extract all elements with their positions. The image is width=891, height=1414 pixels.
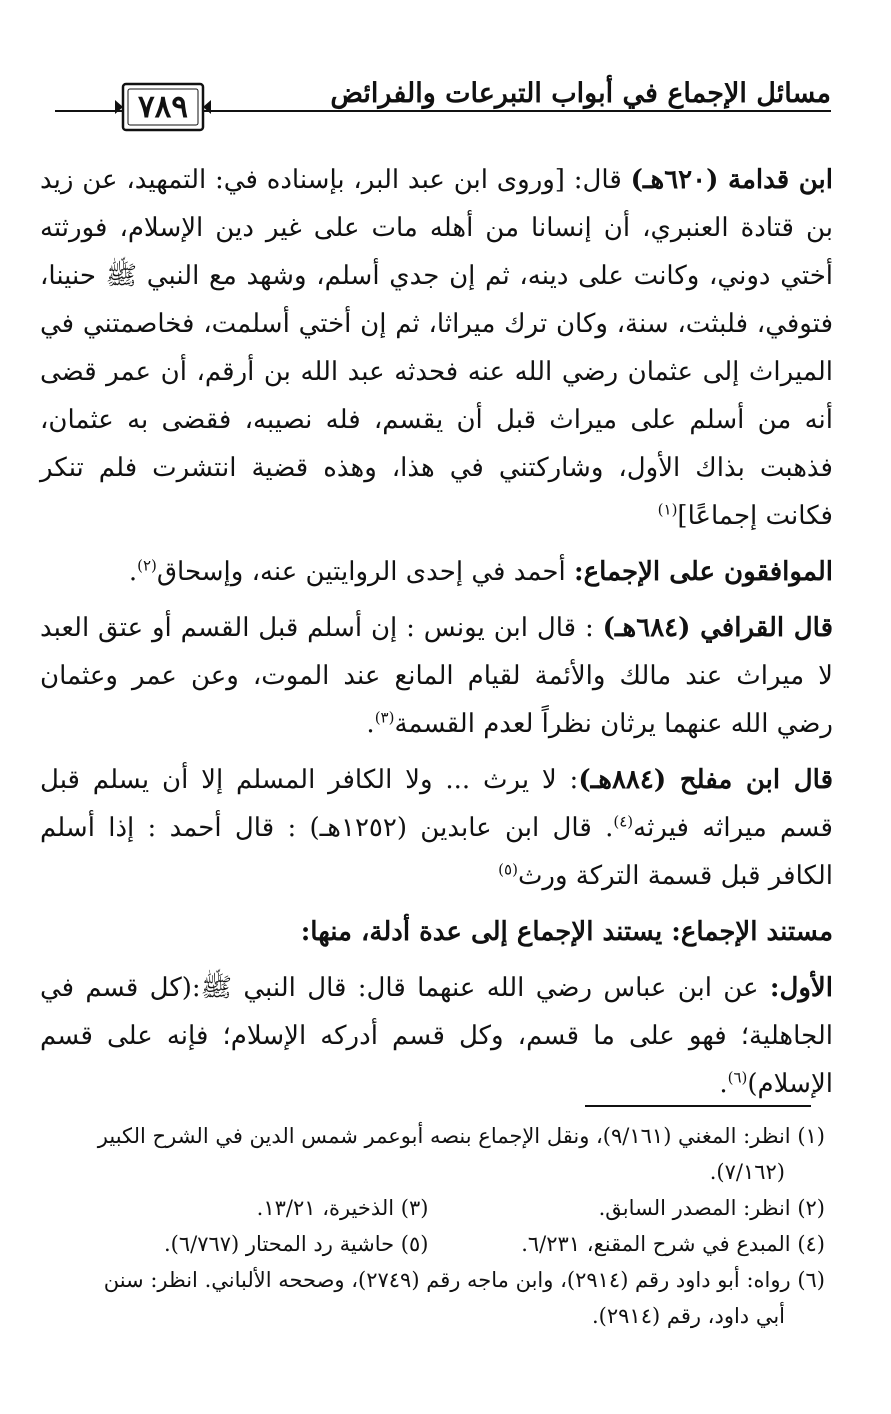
footnote-1: (١) انظر: المغني (٩/١٦١)، ونقل الإجماع بنصه أبوعمر شمس الدين في الشرح الكبير (97, 1124, 825, 1148)
footnote-1-continued: (٧/١٦٢). (709, 1160, 785, 1184)
page-number: ٧٨٩ (138, 89, 188, 125)
author-lead: قال ابن مفلح (٨٨٤هـ) (578, 765, 834, 795)
footnote-row-2-3 (32, 1190, 825, 1226)
paragraph-qarafi (40, 604, 833, 748)
paragraph-text: قال: [وروى ابن عبد البر، بإسناده في: التمهيد، عن زيد بن قتادة العنبري، أن إنسانا من أهله مات على غير دين الإسلام، فورثته أختي دوني، وكانت على دينه، ثم إن جدي أسلم، وشهد مع النبي ﷺ حنينا، فتوفي، فلبثت، سنة، وكان ترك ميراثا، ثم إن أختي أسلمت، فخاصمتني في الميراث إلى عثمان رضي الله عنه فحدثه عبد الله بن أرقم، أن عمر قضى أنه من أسلم على ميراث قبل أن يقسم، فله نصيبه، فقضى به عثمان، فذهبت بذاك الأول، وشاركتني في هذا، وهذه قضية انتشرت فلم تنكر فكانت إجماعًا] (40, 165, 833, 531)
footnotes (32, 1118, 825, 1334)
footnote-6: (٦) رواه: أبو داود رقم (٢٩١٤)، وابن ماجه رقم (٢٧٤٩)، وصححه الألباني. انظر: سنن (103, 1268, 825, 1292)
paragraph-text-2: . قال ابن عابدين (١٢٥٢هـ) : قال أحمد : إذا أسلم الكافر قبل قسمة التركة ورث (40, 813, 833, 891)
paragraph-basis-heading (40, 908, 833, 956)
footnote-ref: (٥) (498, 860, 518, 879)
paragraph-text: عن ابن عباس رضي الله عنهما قال: قال النبي ﷺ:(كل قسم في الجاهلية؛ فهو على ما قسم، وكل قسم أدركه الإسلام؛ فإنه على قسم الإسلام) (40, 973, 833, 1099)
page-header (55, 66, 831, 142)
main-text (40, 156, 833, 1108)
section-heading: مستند الإجماع: يستند الإجماع إلى عدة أدلة، منها: (300, 917, 833, 947)
footnote-6-continued: أبي داود، رقم (٢٩١٤). (591, 1304, 785, 1328)
paragraph-text: : لا يرث ... ولا الكافر المسلم إلا أن يسلم قبل قسم ميراثه فيرثه (40, 765, 833, 843)
footnote-2: (٢) انظر: المصدر السابق. (598, 1196, 825, 1220)
footnote-ref: (٣) (374, 708, 395, 727)
section-lead: الأول: (769, 973, 833, 1003)
paragraph-text: : قال ابن يونس : إن أسلم قبل القسم أو عتق العبد لا ميراث عند مالك والأئمة لقيام المانع عند الموت، وعن عمر وعثمان رضي الله عنهما يرثان نظراً لعدم القسمة (40, 613, 833, 739)
footnote-4: (٤) المبدع في شرح المقنع، ٦/٢٣١. (521, 1232, 825, 1256)
paragraph-text: أحمد في إحدى الروايتين عنه، وإسحاق (156, 557, 574, 587)
paragraph-ibn-qudama (40, 156, 833, 540)
author-lead: ابن قدامة (٦٢٠هـ) (630, 165, 834, 195)
footnote-row-4-5 (32, 1226, 825, 1262)
footnote-separator (585, 1105, 811, 1107)
footnote-5: (٥) حاشية رد المحتار (٦/٧٦٧). (163, 1232, 429, 1256)
paragraph-end: . (128, 557, 138, 587)
footnote-ref: (١) (657, 500, 678, 519)
footnote-ref: (٦) (727, 1068, 748, 1087)
section-lead: الموافقون على الإجماع: (573, 557, 833, 587)
paragraph-ibn-muflih (40, 756, 833, 900)
paragraph-end: . (719, 1069, 728, 1099)
running-title: مسائل الإجماع في أبواب التبرعات والفرائض (316, 78, 831, 109)
footnote-ref: (٢) (137, 556, 157, 575)
paragraph-first-evidence (40, 964, 833, 1108)
footnote-ref: (٤) (613, 812, 634, 831)
page-number-badge (113, 78, 213, 136)
footnote-3: (٣) الذخيرة، ١٣/٢١. (256, 1196, 429, 1220)
paragraph-end: . (366, 709, 375, 739)
author-lead: قال القرافي (٦٨٤هـ) (602, 613, 833, 643)
paragraph-agreeing (40, 548, 833, 596)
